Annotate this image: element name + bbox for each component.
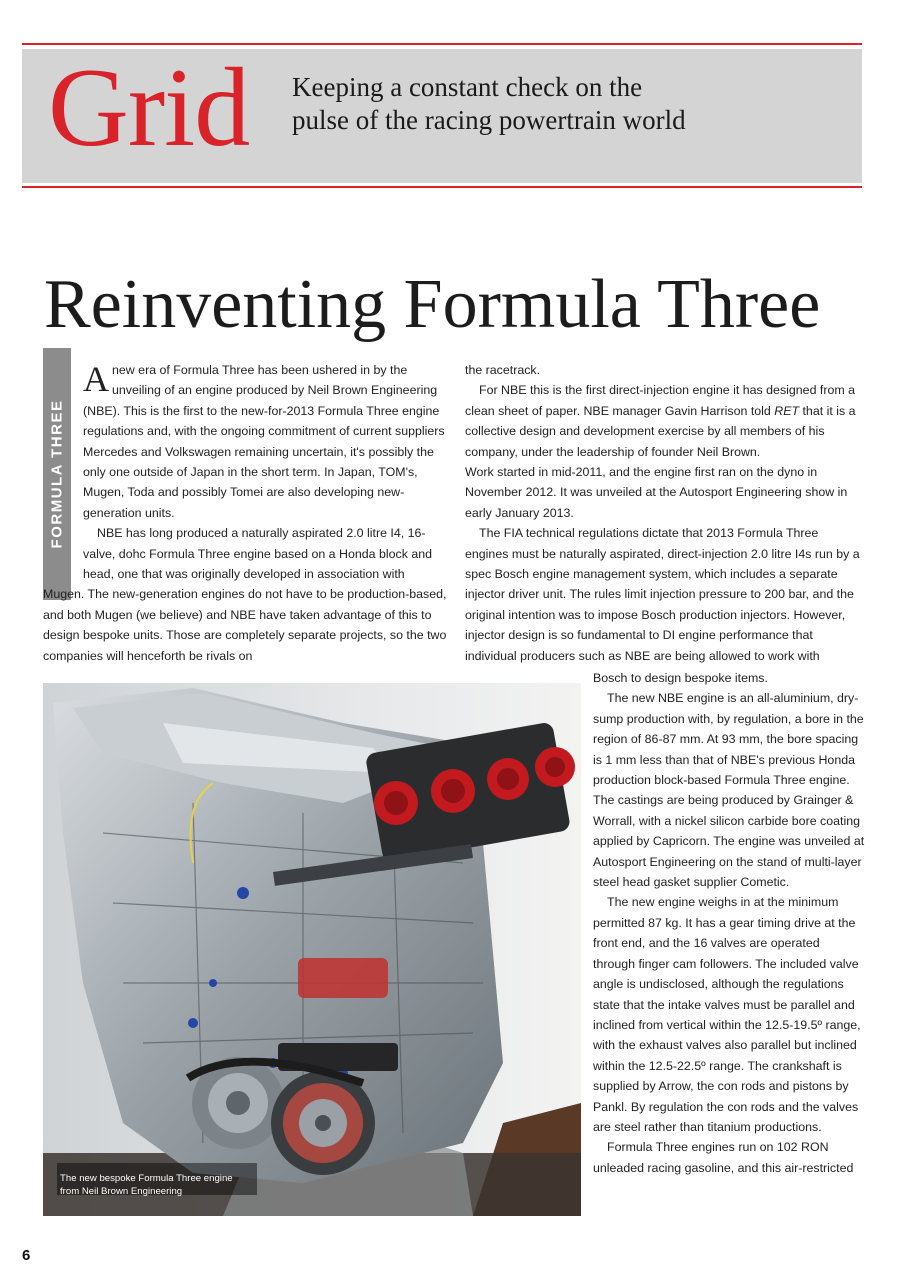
paragraph: The new engine weighs in at the minimum permitted 87 kg. It has a gear timing drive at the front end, and the 16 valves are operated through finger cam followers. The included valve angle is undisclosed, although the regulations state that the intake valves must be parallel and inclined from vertical within the 12.5-19.5º range, with the exhaust valves also parallel but inclined within the 12.5-22.5º range. The crankshaft is supplied by Arrow, the con rods and pistons by Pankl. By regulation the con rods and the valves are steel rather than titanium productions.: [593, 895, 861, 1134]
article-column-3: [593, 668, 865, 1178]
paragraph: The FIA technical regulations dictate that 2013 Formula Three engines must be naturally aspirated, direct-injection 2.0 litre I4s run by a spec Bosch engine management system, which includes a separate injector driver unit. The rules limit injection pressure to 200 bar, and the original intention was to impose Bosch production injectors. However, injector design is so fundamental to DI engine performance that individual producers such as NBE are being allowed to work with: [465, 526, 860, 663]
article-column-2: [465, 360, 865, 666]
paragraph: Work started in mid-2011, and the engine first ran on the dyno in November 2012. It was unveiled at the Autosport Engineering show in early January 2013.: [465, 465, 848, 520]
header-top-rule: [22, 43, 862, 45]
paragraph: For NBE this is the first direct-injection engine it has designed from a clean sheet of paper. NBE manager Gavin Harrison told RET that it is a collective design and development exercise by all members of his company, under the leadership of founder Neil Brown.: [465, 383, 856, 459]
category-label: FORMULA THREE: [48, 399, 66, 549]
paragraph: NBE has long produced a naturally aspirated 2.0 litre I4, 16-valve, dohc Formula Three engine based on a Honda block and head, one that was originally developed in association with Mugen. The new-generation engines do not have to be production-based, and both Mugen (we believe) and NBE have taken advantage of this to design bespoke units. Those are completely separate projects, so the two companies will henceforth be rivals on: [43, 526, 447, 663]
paragraph: Bosch to design bespoke items.: [593, 671, 768, 685]
magazine-name: RET: [774, 403, 800, 418]
article-column-1: [43, 360, 448, 666]
photo-caption: The new bespoke Formula Three engine from Neil Brown Engineering: [60, 1173, 233, 1197]
article-headline: Reinventing Formula Three: [44, 266, 821, 343]
paragraph: the racetrack.: [465, 363, 541, 377]
section-tagline: [292, 71, 686, 137]
section-title: Grid: [48, 46, 250, 170]
paragraph: The new NBE engine is an all-aluminium, dry-sump production with, by regulation, a bore in the region of 86-87 mm. At 93 mm, the bore spacing is 1 mm less than that of NBE's previous Honda production block-based Formula Three engine. The castings are being produced by Grainger & Worrall, with a nickel silicon carbide bore coating applied by Capricorn. The engine was unveiled at Autosport Engineering on the stand of multi-layer steel head gasket supplier Cometic.: [593, 691, 865, 890]
tagline-line-1: Keeping a constant check on the: [292, 72, 643, 102]
engine-photo: [43, 683, 581, 1216]
paragraph: Anew era of Formula Three has been ushered in by the unveiling of an engine produced by Neil Brown Engineering (NBE). This is the first to the new-for-2013 Formula Three engine regulations and, with the ongoing commitment of current suppliers Mercedes and Volkswagen remaining uncertain, it's possibly the only one outside of Japan in the short term. In Japan, TOM's, Mugen, Toda and possibly Tomei are also developing new-generation units.: [83, 359, 445, 520]
drop-cap: A: [83, 359, 109, 399]
tagline-line-2: pulse of the racing powertrain world: [292, 105, 686, 135]
paragraph: Formula Three engines run on 102 RON unleaded racing gasoline, and this air-restricted: [593, 1140, 854, 1175]
header-bottom-rule: [22, 186, 862, 188]
page-number: 6: [22, 1247, 31, 1264]
